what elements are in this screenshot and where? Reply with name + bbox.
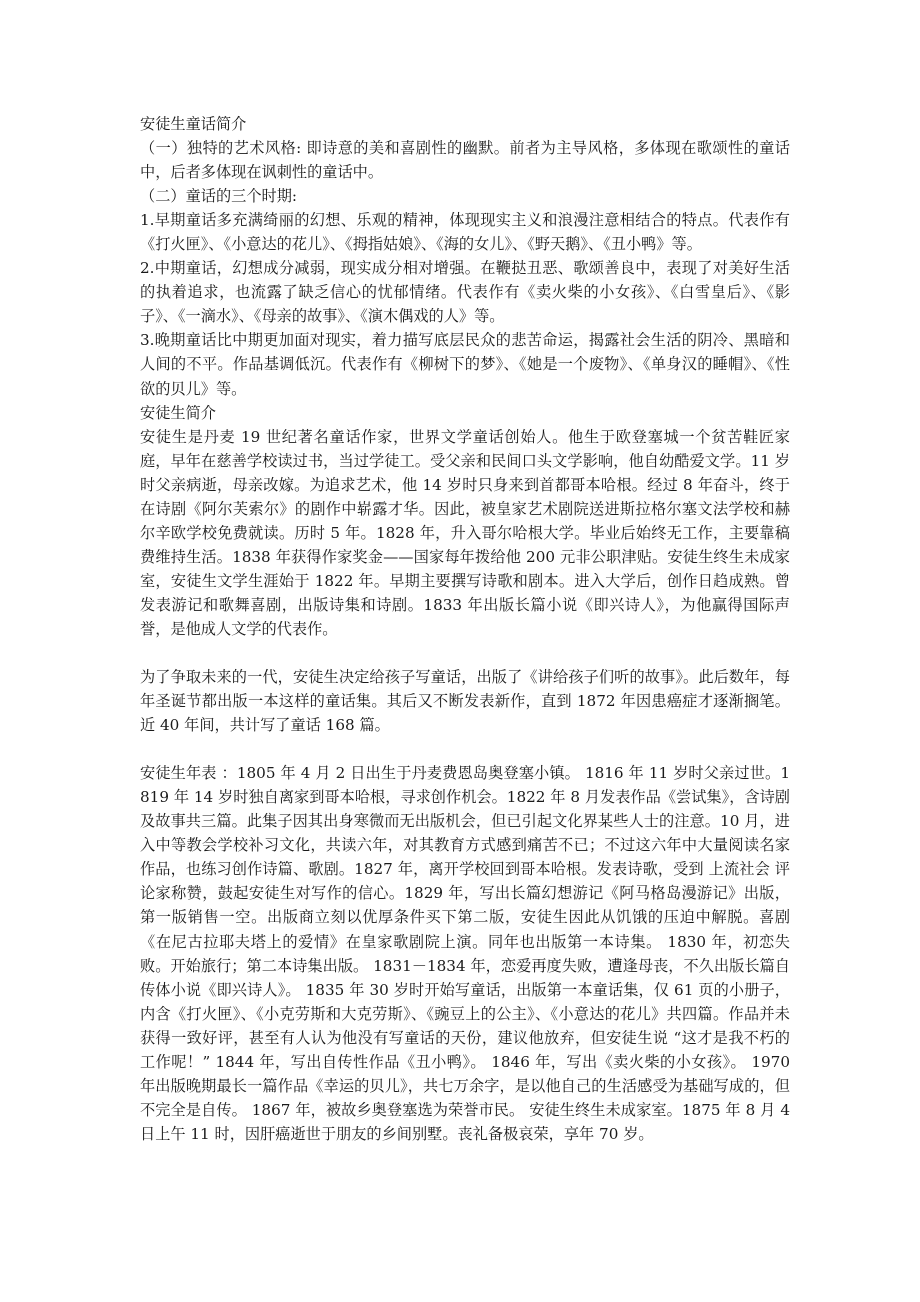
fairy-tale-paragraph: 为了争取未来的一代，安徒生决定给孩子写童话，出版了《讲给孩子们听的故事》。此后数年，每年圣诞节都出版一本这样的童话集。其后又不断发表新作，直到 1872 年因患癌症才逐渐搁笔。近 40 年间，共计写了童话 168 篇。: [140, 668, 790, 735]
art-style-paragraph: （一）独特的艺术风格: 即诗意的美和喜剧性的幽默。前者为主导风格，多体现在歌颂性的童话中，后者多体现在讽刺性的童话中。: [140, 139, 790, 182]
biography-heading: 安徒生简介: [140, 403, 216, 422]
periods-heading: （二）童话的三个时期:: [140, 187, 297, 206]
timeline-paragraph: 安徒生年表 ：1805 年 4 月 2 日出生于丹麦费恩岛奥登塞小镇。 1816 年 11 岁时父亲过世。1819 年 14 岁时独自离家到哥本哈根，寻求创作机会。1822 年 8 月发表作品《尝试集》，含诗剧及故事共三篇。此集子因其出身寒微而无出版机会，但已引起文化界某些人士的注意。10 月，进入中等教会学校补习文化，共读六年，对其教育方式感到痛苦不已；不过这六年中大量阅读名家作品，也练习创作诗篇、歌剧。1827 年，离开学校回到哥本哈根。发表诗歌，受到 上流社会 评论家称赞，鼓起安徒生对写作的信心。1829 年，写出长篇幻想游记《阿马格岛漫游记》出版，第一版销售一空。出版商立刻以优厚条件买下第二版，安徒生因此从饥饿的压迫中解脱。喜剧《在尼古拉耶夫塔上的爱情》在皇家歌剧院上演。同年也出版第一本诗集。 1830 年，初恋失败。开始旅行；第二本诗集出版。 1831－1834 年，恋爱再度失败，遭逢母丧，不久出版长篇自传体小说《即兴诗人》。 1835 年 30 岁时开始写童话，出版第一本童话集，仅 61 页的小册子，内含《打火匣》、《小克劳斯和大克劳斯》、《豌豆上的公主》、《小意达的花儿》共四篇。作品并未获得一致好评，甚至有人认为他没有写童话的天份，建议他放弃，但安徒生说 “这才是我不朽的工作呢！” 1844 年，写出自传性作品《丑小鸭》。 1846 年，写出《卖火柴的小女孩》。 1970 年出版晚期最长一篇作品《幸运的贝儿》，共七万余字，是以他自己的生活感受为基础写成的，但不完全是自传。 1867 年，被故乡奥登塞选为荣誉市民。 安徒生终生未成家室。1875 年 8 月 4 日上午 11 时，因肝癌逝世于朋友的乡间别墅。丧礼备极哀荣，享年 70 岁。: [140, 764, 790, 1143]
paragraph-spacer: [140, 641, 790, 665]
middle-period-paragraph: 2.中期童话，幻想成分减弱，现实成分相对增强。在鞭挞丑恶、歌颂善良中，表现了对美好生活的执着追求，也流露了缺乏信心的忧郁情绪。代表作有《卖火柴的小女孩》、《白雪皇后》、《影子》、《一滴水》、《母亲的故事》、《演木偶戏的人》等。: [140, 259, 790, 326]
document-page: [140, 112, 790, 1146]
late-period-paragraph: 3.晚期童话比中期更加面对现实，着力描写底层民众的悲苦命运，揭露社会生活的阴冷、黑暗和人间的不平。作品基调低沉。代表作有《柳树下的梦》、《她是一个废物》、《单身汉的睡帽》、《性欲的贝儿》等。: [140, 331, 790, 398]
biography-paragraph: 安徒生是丹麦 19 世纪著名童话作家，世界文学童话创始人。他生于欧登塞城一个贫苦鞋匠家庭，早年在慈善学校读过书，当过学徒工。受父亲和民间口头文学影响，他自幼酷爱文学。11 岁时父亲病逝，母亲改嫁。为追求艺术，他 14 岁时只身来到首都哥本哈根。经过 8 年奋斗，终于在诗剧《阿尔芙索尔》的剧作中崭露才华。因此，被皇家艺术剧院送进斯拉格尔塞文法学校和赫尔辛欧学校免费就读。历时 5 年。1828 年，升入哥尔哈根大学。毕业后始终无工作，主要靠稿费维持生活。1838 年获得作家奖金——国家每年拨给他 200 元非公职津贴。安徒生终生未成家室，安徒生文学生涯始于 1822 年。早期主要撰写诗歌和剧本。进入大学后，创作日趋成熟。曾发表游记和歌舞喜剧，出版诗集和诗剧。1833 年出版长篇小说《即兴诗人》，为他赢得国际声誉，是他成人文学的代表作。: [140, 427, 790, 638]
early-period-paragraph: 1.早期童话多充满绮丽的幻想、乐观的精神，体现现实主义和浪漫注意相结合的特点。代表作有《打火匣》、《小意达的花儿》、《拇指姑娘》、《海的女儿》、《野天鹅》、《丑小鸭》等。: [140, 211, 790, 254]
paragraph-spacer: [140, 737, 790, 761]
document-title: 安徒生童话简介: [140, 115, 247, 133]
